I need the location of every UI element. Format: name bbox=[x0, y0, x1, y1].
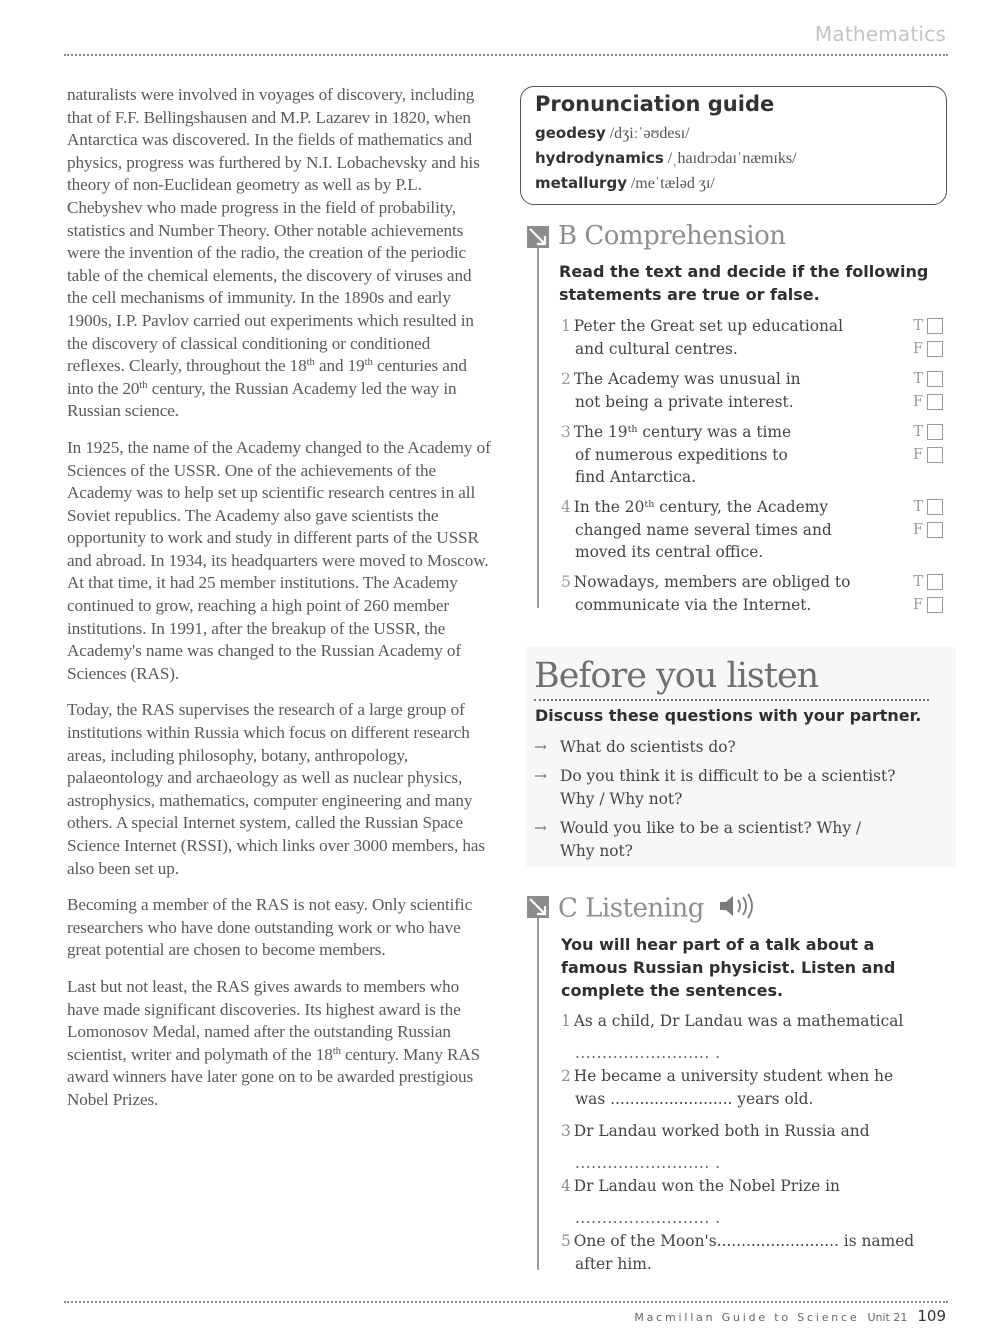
false-checkbox[interactable] bbox=[927, 341, 943, 357]
book-title: Macmillan Guide to Science bbox=[634, 1311, 860, 1324]
arrow-icon: → bbox=[534, 767, 547, 785]
answer-blank[interactable]: ......................... . bbox=[575, 1043, 721, 1062]
listening-instruction: You will hear part of a talk about a famous Russian physicist. Listen and complete the sentences. bbox=[561, 935, 896, 1000]
article-text bbox=[67, 84, 492, 1126]
discussion-question-3: → Would you like to be a scientist? Why / Why not? bbox=[534, 817, 934, 862]
comprehension-item-1: 1 Peter the Great set up educational and cultural centres. bbox=[561, 317, 844, 358]
section-marker-icon bbox=[527, 226, 549, 248]
section-bar bbox=[537, 248, 539, 608]
listening-item-4: 4 Dr Landau won the Nobel Prize in ......................... . bbox=[561, 1175, 951, 1229]
false-checkbox[interactable] bbox=[927, 597, 943, 613]
discussion-question-1: → What do scientists do? bbox=[534, 736, 934, 759]
listening-item-3: 3 Dr Landau worked both in Russia and ......................... . bbox=[561, 1120, 951, 1174]
comprehension-heading: B Comprehension bbox=[558, 221, 786, 251]
true-checkbox[interactable] bbox=[927, 499, 943, 515]
speaker-icon[interactable] bbox=[718, 893, 760, 926]
top-divider bbox=[64, 54, 948, 56]
pronunciation-entry: metallurgy /meˈtæləd ʒɪ/ bbox=[535, 174, 715, 192]
section-marker-icon bbox=[527, 896, 549, 918]
false-checkbox[interactable] bbox=[927, 447, 943, 463]
article-paragraph-3: Today, the RAS supervises the research of a large group of institutions within Russia which focus on different research areas, including philosophy, botany, anthropology, palaeontology and archaeology as well as nuclear physics, astrophysics, mathematics, computer engineering and many others. A special Internet system, called the Russian Space Science Internet (RSSI), which links over 3000 members, has also been set up. bbox=[67, 700, 485, 878]
comprehension-item-4: 4 In the 20th century, the Academy changed name several times and moved its central office. bbox=[561, 498, 832, 562]
true-false-group-2: T F bbox=[913, 368, 943, 413]
unit-label: Unit 21 bbox=[867, 1311, 908, 1324]
comprehension-item-2: 2 The Academy was unusual in not being a private interest. bbox=[561, 370, 801, 411]
pronunciation-entry: geodesy /dʒiːˈəʊdesɪ/ bbox=[535, 124, 690, 142]
before-you-listen-title: Before you listen bbox=[534, 656, 819, 696]
listening-item-5: 5 One of the Moon's......................... is named after him. bbox=[561, 1232, 915, 1273]
true-checkbox[interactable] bbox=[927, 574, 943, 590]
article-paragraph-1: naturalists were involved in voyages of discovery, including that of F.F. Bellingshausen and M.P. Lazarev in 1820, when Antarctica was discovered. In the fields of mathematics and physics, progress was furthered by N.I. Lobachevsky and his theory of non-Euclidean geometry as well as by P.L. Chebyshev who made progress in the field of probability, statistics and Number Theory. Other notable achievements were the invention of the radio, the creation of the periodic table of the chemical elements, the discovery of viruses and the cell mechanisms of immunity. In the 1890s and early 1900s, I.P. Pavlov carried out experiments which resulted in the discovery of classical conditioning or conditioned reflexes. Clearly, throughout the 18th and 19th centuries and into the 20th century, the Russian Academy led the way in Russian science. bbox=[67, 85, 480, 421]
answer-blank[interactable]: ......................... . bbox=[575, 1153, 721, 1172]
true-false-group-3: T F bbox=[913, 421, 943, 466]
pronunciation-guide-box bbox=[520, 86, 947, 205]
before-you-listen-divider bbox=[534, 699, 929, 701]
bottom-divider bbox=[64, 1301, 948, 1303]
pronunciation-guide-title: Pronunciation guide bbox=[535, 92, 775, 116]
comprehension-instruction: Read the text and decide if the following statements are true or false. bbox=[559, 262, 929, 304]
listening-heading: C Listening bbox=[558, 893, 760, 926]
article-paragraph-5: Last but not least, the RAS gives awards to members who have made significant discoveries. Its highest award is the Lomonosov Medal, named after the outstanding Russian scientist, writer and polymath of the 18th century. Many RAS award winners have later gone on to be awarded prestigious Nobel Prizes. bbox=[67, 976, 481, 1109]
true-checkbox[interactable] bbox=[927, 424, 943, 440]
true-false-group-5: T F bbox=[913, 571, 943, 616]
article-paragraph-4: Becoming a member of the RAS is not easy. Only scientific researchers who have done outstanding work or who have great potential are chosen to become members. bbox=[67, 895, 473, 960]
before-you-listen-instruction: Discuss these questions with your partner. bbox=[535, 706, 922, 725]
section-title: Mathematics bbox=[814, 22, 946, 46]
listening-item-1: 1 As a child, Dr Landau was a mathematical ......................... . bbox=[561, 1010, 951, 1064]
comprehension-item-3: 3 The 19th century was a time of numerous expeditions to find Antarctica. bbox=[561, 423, 792, 487]
pronunciation-entry: hydrodynamics /ˌhaɪdrɔdaɪˈnæmɪks/ bbox=[535, 149, 797, 167]
section-bar bbox=[537, 918, 539, 1270]
answer-blank[interactable]: was ......................... years old. bbox=[575, 1089, 814, 1108]
page-footer bbox=[634, 1307, 946, 1325]
article-paragraph-2: In 1925, the name of the Academy changed to the Academy of Sciences of the USSR. One of the achievements of the Academy was to help set up scientific research centres in all Soviet republics. The Academy also gave scientists the opportunity to work and study in different parts of the USSR and abroad. In 1934, its headquarters were moved to Moscow. At that time, it had 25 member institutions. The Academy continued to grow, reaching a high point of 260 member institutions. In 1991, after the breakup of the USSR, the Academy's name was changed to the Russian Academy of Sciences (RAS). bbox=[67, 437, 491, 683]
false-checkbox[interactable] bbox=[927, 522, 943, 538]
true-checkbox[interactable] bbox=[927, 318, 943, 334]
answer-blank[interactable]: ......................... . bbox=[575, 1208, 721, 1227]
comprehension-item-5: 5 Nowadays, members are obliged to communicate via the Internet. bbox=[561, 573, 851, 614]
true-false-group-1: T F bbox=[913, 315, 943, 360]
page-number: 109 bbox=[917, 1307, 946, 1325]
true-false-group-4: T F bbox=[913, 496, 943, 541]
arrow-icon: → bbox=[534, 738, 547, 756]
discussion-question-2: → Do you think it is difficult to be a scientist? Why / Why not? bbox=[534, 765, 934, 810]
true-checkbox[interactable] bbox=[927, 371, 943, 387]
listening-item-2: 2 He became a university student when he was ......................... years old. bbox=[561, 1065, 951, 1110]
arrow-icon: → bbox=[534, 819, 547, 837]
false-checkbox[interactable] bbox=[927, 394, 943, 410]
